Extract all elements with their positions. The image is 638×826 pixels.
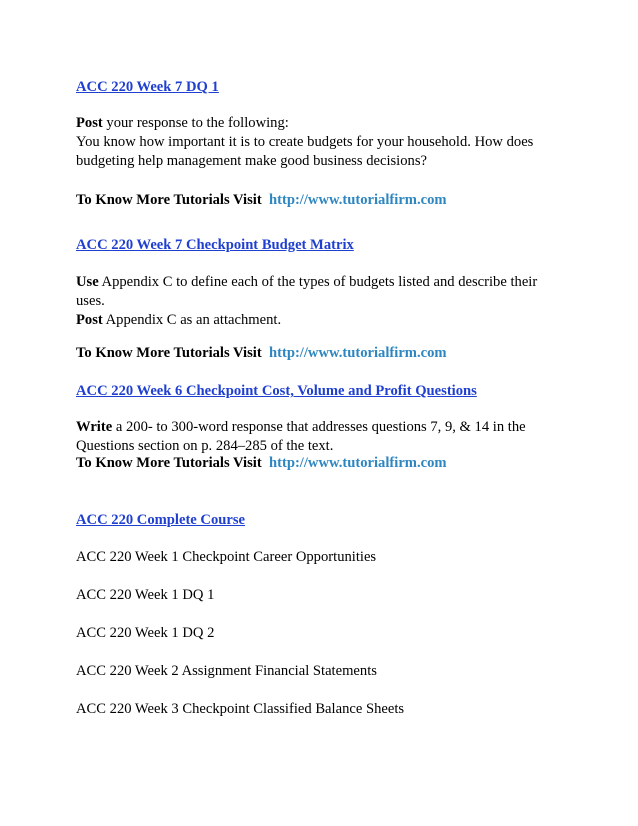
tutorials-line: [76, 344, 447, 363]
tutorials-line: [76, 454, 447, 473]
course-item: ACC 220 Week 1 DQ 2: [76, 625, 215, 641]
lead-word: Write: [76, 419, 113, 435]
tutorials-link[interactable]: http://www.tutorialfirm.com: [269, 192, 447, 208]
body-text: Appendix C to define each of the types of budgets listed and describe their: [98, 274, 538, 290]
heading-complete-course[interactable]: ACC 220 Complete Course: [76, 512, 246, 528]
section-week7-budget-matrix-body: [76, 273, 566, 330]
body-text: You know how important it is to create budgets for your household. How does: [76, 134, 534, 150]
lead-word: Use: [76, 274, 99, 290]
body-text: budgeting help management make good business decisions?: [76, 153, 427, 169]
tutorials-line: [76, 191, 447, 210]
heading-week6-cvp-questions[interactable]: ACC 220 Week 6 Checkpoint Cost, Volume and Profit Questions: [76, 383, 477, 399]
tutorials-label: To Know More Tutorials Visit: [76, 455, 262, 471]
course-item: ACC 220 Week 1 DQ 1: [76, 587, 215, 603]
body-text: Questions section on p. 284–285 of the text.: [76, 438, 334, 454]
heading-week7-dq1[interactable]: ACC 220 Week 7 DQ 1: [76, 79, 219, 95]
course-item: ACC 220 Week 2 Assignment Financial Statements: [76, 663, 377, 679]
body-text: a 200- to 300-word response that addresses questions 7, 9, & 14 in the: [112, 419, 526, 435]
tutorials-label: To Know More Tutorials Visit: [76, 192, 262, 208]
tutorials-link[interactable]: http://www.tutorialfirm.com: [269, 345, 447, 361]
tutorials-link[interactable]: http://www.tutorialfirm.com: [269, 455, 447, 471]
course-item: ACC 220 Week 3 Checkpoint Classified Balance Sheets: [76, 701, 405, 717]
lead-word: Post: [76, 115, 103, 131]
tutorials-label: To Know More Tutorials Visit: [76, 345, 262, 361]
course-item: ACC 220 Week 1 Checkpoint Career Opportunities: [76, 549, 377, 565]
lead-word: Post: [76, 312, 103, 328]
section-week7-dq1-body: [76, 114, 566, 171]
body-text: your response to the following:: [102, 115, 289, 131]
heading-week7-budget-matrix[interactable]: ACC 220 Week 7 Checkpoint Budget Matrix: [76, 237, 354, 253]
section-week6-cvp-body: [76, 418, 566, 456]
body-text: Appendix C as an attachment.: [102, 312, 282, 328]
body-text: uses.: [76, 293, 105, 309]
